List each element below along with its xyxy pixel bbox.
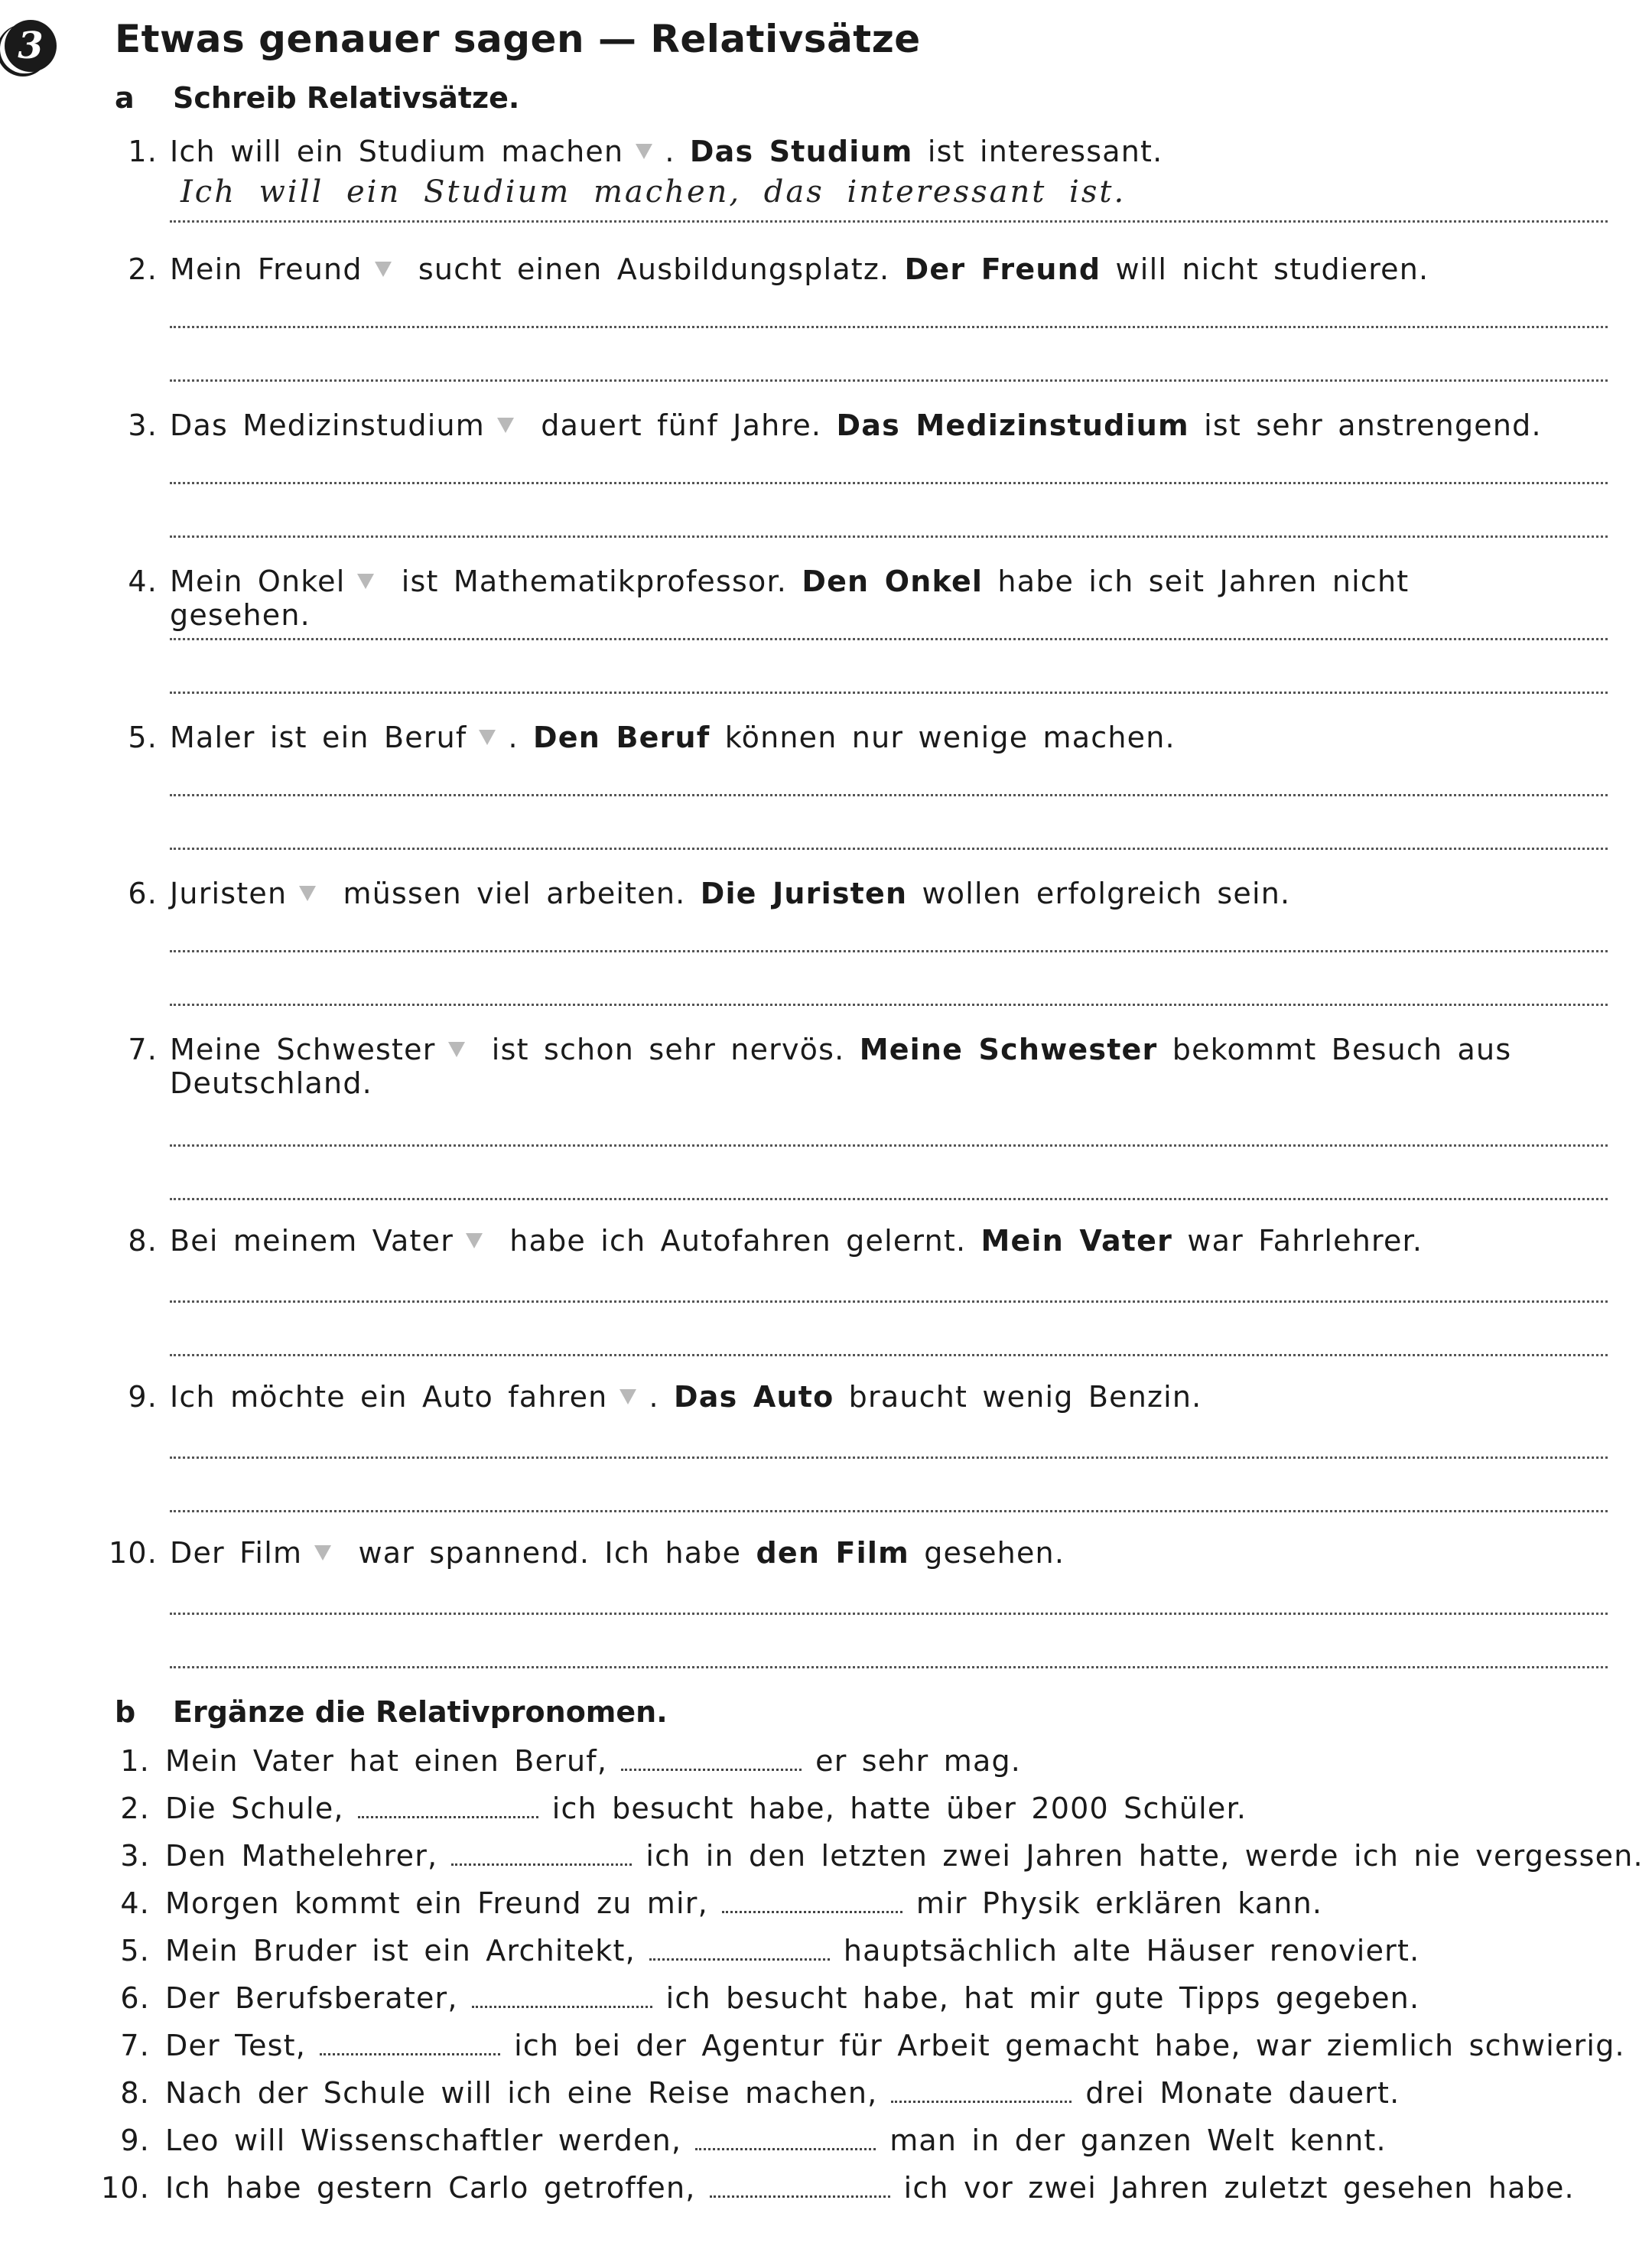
sentence-end: ist sehr anstrengend. [1189,408,1542,442]
answer-line[interactable] [170,482,1608,484]
answer-line[interactable] [170,1666,1608,1668]
sentence-start: Leo will Wissenschaftler werden, [165,2124,682,2157]
answer-line[interactable] [170,1144,1608,1147]
answer-line[interactable] [170,638,1608,640]
sentence-start: Maler ist ein Beruf [170,721,467,754]
highlighted-noun: Der Freund [904,252,1101,286]
part-a-instruction: Schreib Relativsätze. [173,81,520,115]
highlighted-noun: Den Onkel [802,565,984,598]
answer-line[interactable] [170,220,1608,223]
sentence-start: Bei meinem Vater [170,1224,454,1258]
insert-marker-icon [357,574,374,589]
answer-line[interactable] [170,1510,1608,1512]
sentence-end: bekommt Besuch aus Deutschland. [170,1033,1527,1100]
exercise-number-badge: 3 [5,20,57,72]
answer-line[interactable] [170,1613,1608,1615]
sentence-start: Der Test, [165,2029,307,2062]
sentence-start: Mein Bruder ist ein Architekt, [165,1934,636,1967]
item-sentence [170,565,1560,632]
item-sentence [170,1536,1560,1570]
pronoun-blank[interactable] [891,2101,1072,2103]
item-sentence [165,2029,1625,2062]
highlighted-noun: Meine Schwester [859,1033,1158,1066]
sentence-end: war Fahrlehrer. [1172,1224,1423,1258]
answer-line[interactable] [170,1198,1608,1200]
sentence-end: ich besucht habe, hat mir gute Tipps gegeben. [665,1981,1420,2015]
sentence-end: drei Monate dauert. [1085,2076,1400,2110]
sentence-start: Mein Onkel [170,565,346,598]
sentence-end: man in der ganzen Welt kennt. [889,2124,1387,2157]
sentence-end: will nicht studieren. [1101,252,1429,286]
pronoun-blank[interactable] [722,1911,902,1913]
part-a-letter: a [115,81,135,115]
sentence-start: Ich möchte ein Auto fahren [170,1380,608,1414]
sentence-end: hauptsächlich alte Häuser renoviert. [843,1934,1420,1967]
sentence-middle: ist schon sehr nervös. [476,1033,860,1066]
sentence-middle: . [649,1380,675,1414]
sentence-end: ich in den letzten zwei Jahren hatte, werde ich nie vergessen. [646,1839,1644,1873]
insert-marker-icon [299,886,316,901]
sentence-start: Der Film [170,1536,303,1570]
item-number: 3. [120,1839,150,1873]
item-sentence [170,252,1560,286]
pronoun-blank[interactable] [320,2053,500,2055]
insert-marker-icon [636,144,652,159]
sentence-end: ich bei der Agentur für Arbeit gemacht habe, war ziemlich schwierig. [514,2029,1625,2062]
item-number: 8. [120,2076,150,2110]
sentence-middle: dauert fünf Jahre. [526,408,837,442]
sentence-end: ich besucht habe, hatte über 2000 Schüler. [551,1792,1247,1825]
answer-line[interactable] [170,1004,1608,1006]
sentence-start: Den Mathelehrer, [165,1839,438,1873]
item-sentence [165,1981,1419,2015]
answer-line[interactable] [170,326,1608,328]
pronoun-blank[interactable] [621,1769,802,1771]
insert-marker-icon [620,1389,636,1404]
sentence-middle: habe ich Autofahren gelernt. [495,1224,981,1258]
item-sentence [165,1792,1247,1825]
highlighted-noun: Das Medizinstudium [836,408,1189,442]
item-number: 4. [120,1886,150,1920]
highlighted-noun: Das Auto [674,1380,834,1414]
sentence-middle: sucht einen Ausbildungsplatz. [403,252,905,286]
sentence-start: Juristen [170,877,288,910]
item-sentence [165,2124,1387,2157]
item-sentence [165,2076,1400,2110]
item-sentence [170,1380,1560,1414]
item-number: 1. [128,135,158,168]
sentence-start: Mein Vater hat einen Beruf, [165,1744,608,1778]
pronoun-blank[interactable] [472,2006,652,2008]
sentence-end: habe ich seit Jahren nicht gesehen. [170,565,1424,632]
sentence-end: ist interessant. [912,135,1163,168]
insert-marker-icon [479,730,496,745]
item-number: 7. [120,2029,150,2062]
sentence-start: Mein Freund [170,252,363,286]
highlighted-noun: den Film [756,1536,909,1570]
example-answer: Ich will ein Studium machen, das interessant ist. [180,174,1127,210]
pronoun-blank[interactable] [649,1958,830,1961]
item-number: 5. [128,721,158,754]
sentence-start: Meine Schwester [170,1033,436,1066]
answer-line[interactable] [170,692,1608,694]
sentence-end: er sehr mag. [815,1744,1022,1778]
item-sentence [170,721,1560,754]
item-sentence [170,135,1560,168]
sentence-middle: müssen viel arbeiten. [328,877,701,910]
item-number: 3. [128,408,158,442]
sentence-start: Ich will ein Studium machen [170,135,624,168]
answer-line[interactable] [170,950,1608,952]
insert-marker-icon [497,418,514,433]
insert-marker-icon [448,1042,465,1057]
answer-line[interactable] [170,848,1608,850]
item-number: 10. [108,1536,158,1570]
item-number: 6. [120,1981,150,2015]
part-b-instruction: Ergänze die Relativpronomen. [173,1695,668,1729]
answer-line[interactable] [170,794,1608,796]
pronoun-blank[interactable] [451,1863,632,1866]
highlighted-noun: Den Beruf [533,721,711,754]
item-number: 1. [120,1744,150,1778]
item-sentence [165,1744,1021,1778]
item-number: 2. [120,1792,150,1825]
item-sentence [165,2171,1575,2205]
sentence-start: Nach der Schule will ich eine Reise machen, [165,2076,878,2110]
item-number: 5. [120,1934,150,1967]
insert-marker-icon [314,1545,331,1561]
item-sentence [165,1886,1322,1920]
highlighted-noun: Die Juristen [700,877,908,910]
answer-line[interactable] [170,1354,1608,1356]
sentence-end: gesehen. [909,1536,1065,1570]
part-b-letter: b [115,1695,136,1729]
item-sentence [165,1839,1644,1873]
sentence-start: Der Berufsberater, [165,1981,458,2015]
item-sentence [170,1033,1560,1100]
sentence-end: ich vor zwei Jahren zuletzt gesehen habe. [903,2171,1575,2205]
insert-marker-icon [375,262,392,277]
item-number: 9. [120,2124,150,2157]
highlighted-noun: Mein Vater [980,1224,1173,1258]
item-number: 10. [100,2171,150,2205]
answer-line[interactable] [170,379,1608,382]
sentence-middle: . [665,135,690,168]
insert-marker-icon [466,1233,483,1248]
item-number: 6. [128,877,158,910]
sentence-start: Die Schule, [165,1792,344,1825]
item-sentence [170,1224,1560,1258]
sentence-start: Ich habe gestern Carlo getroffen, [165,2171,696,2205]
sentence-end: braucht wenig Benzin. [834,1380,1202,1414]
item-number: 2. [128,252,158,286]
answer-line[interactable] [170,535,1608,538]
sentence-start: Das Medizinstudium [170,408,486,442]
item-number: 7. [128,1033,158,1066]
highlighted-noun: Das Studium [689,135,913,168]
answer-line[interactable] [170,1456,1608,1459]
item-sentence [170,877,1560,910]
pronoun-blank[interactable] [358,1816,538,1818]
exercise-title: Etwas genauer sagen — Relativsätze [115,17,921,61]
item-number: 9. [128,1380,158,1414]
item-sentence [165,1934,1419,1967]
pronoun-blank[interactable] [710,2195,890,2198]
answer-line[interactable] [170,1300,1608,1303]
sentence-end: wollen erfolgreich sein. [907,877,1291,910]
item-sentence [170,408,1560,442]
sentence-start: Morgen kommt ein Freund zu mir, [165,1886,708,1920]
sentence-middle: war spannend. Ich habe [343,1536,756,1570]
sentence-middle: ist Mathematikprofessor. [386,565,802,598]
item-number: 8. [128,1224,158,1258]
pronoun-blank[interactable] [695,2148,876,2150]
sentence-middle: . [508,721,534,754]
sentence-end: mir Physik erklären kann. [915,1886,1323,1920]
sentence-end: können nur wenige machen. [710,721,1176,754]
item-number: 4. [128,565,158,598]
